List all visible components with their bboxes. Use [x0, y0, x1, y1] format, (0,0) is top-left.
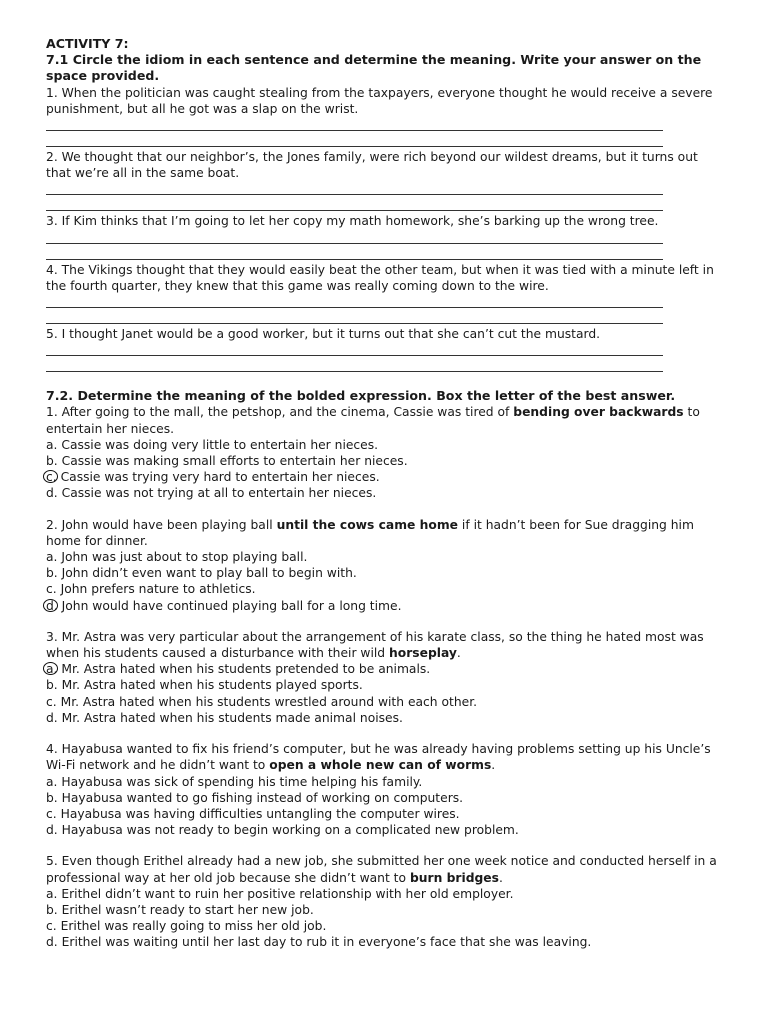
answer-line[interactable] [46, 310, 663, 326]
section-1-item [46, 149, 718, 213]
section-1-item-text: 3. If Kim thinks that I’m going to let her copy my math homework, she’s barking up the wrong tree. [46, 214, 659, 229]
choice-a[interactable]: a. Cassie was doing very little to entertain her nieces. [46, 437, 379, 452]
section-1-item [46, 262, 718, 326]
choice-d[interactable]: d. Mr. Astra hated when his students made animal noises. [46, 710, 403, 725]
bolded-expression: until the cows came home [276, 517, 458, 532]
bolded-expression: open a whole new can of worms [269, 758, 492, 773]
choice-c[interactable]: c. John prefers nature to athletics. [46, 582, 256, 597]
bolded-expression: horseplay [389, 646, 457, 661]
choice-d[interactable]: d. Erithel was waiting until her last day to rub it in everyone’s face that she was leaving. [46, 935, 592, 950]
choice-a[interactable]: a. Mr. Astra hated when his students pretended to be animals. [46, 661, 718, 677]
choice-c[interactable]: c. Hayabusa was having difficulties untangling the computer wires. [46, 806, 460, 821]
question-5 [46, 853, 718, 950]
choice-d[interactable]: d. John would have continued playing ball for a long time. [46, 598, 718, 614]
bolded-expression: burn bridges [409, 870, 499, 885]
choice-a[interactable]: a. Erithel didn’t want to ruin her positive relationship with her old employer. [46, 886, 514, 901]
choice-c[interactable]: c. Mr. Astra hated when his students wrestled around with each other. [46, 694, 478, 709]
question-2 [46, 517, 718, 614]
choice-a[interactable]: a. Hayabusa was sick of spending his time helping his family. [46, 774, 423, 789]
answer-line[interactable] [46, 294, 663, 310]
worksheet-page [46, 36, 718, 951]
section-1-heading: 7.1 Circle the idiom in each sentence and determine the meaning. Write your answer on the space provided. [46, 52, 702, 84]
answer-line[interactable] [46, 246, 663, 262]
choice-d[interactable]: d. Hayabusa was not ready to begin working on a complicated new problem. [46, 823, 519, 838]
bolded-expression: bending over backwards [513, 405, 684, 420]
answer-line[interactable] [46, 117, 663, 133]
choice-b[interactable]: b. Erithel wasn’t ready to start her new job. [46, 902, 314, 917]
question-text: 1. After going to the mall, the petshop, and the cinema, Cassie was tired of bending over backwards to entertain her nieces. [46, 405, 700, 436]
section-1-item [46, 213, 718, 261]
answer-line[interactable] [46, 133, 663, 149]
choice-b[interactable]: b. Hayabusa wanted to go fishing instead of working on computers. [46, 790, 464, 805]
choice-b[interactable]: b. Mr. Astra hated when his students played sports. [46, 678, 363, 693]
answer-circle-mark [43, 599, 58, 612]
question-text: 4. Hayabusa wanted to fix his friend’s computer, but he was already having problems setting up his Uncle’s Wi-Fi network and he didn’t want to open a whole new can of worms. [46, 742, 711, 773]
choice-c[interactable]: c. Erithel was really going to miss her old job. [46, 919, 327, 934]
question-4 [46, 741, 718, 838]
answer-line[interactable] [46, 197, 663, 213]
section-1-item [46, 85, 718, 149]
answer-line[interactable] [46, 358, 663, 374]
question-1 [46, 404, 718, 501]
choice-b[interactable]: b. Cassie was making small efforts to entertain her nieces. [46, 454, 408, 469]
section-1-item-text: 5. I thought Janet would be a good worker, but it turns out that she can’t cut the mustard. [46, 327, 601, 342]
answer-line[interactable] [46, 181, 663, 197]
section-1-item-text: 2. We thought that our neighbor’s, the Jones family, were rich beyond our wildest dreams, but it turns out that we’re all in the same boat. [46, 150, 698, 181]
question-text: 5. Even though Erithel already had a new job, she submitted her one week notice and conducted herself in a professional way at her old job because she didn’t want to burn bridges. [46, 854, 717, 885]
activity-title: ACTIVITY 7: [46, 36, 129, 51]
question-text: 2. John would have been playing ball until the cows came home if it hadn’t been for Sue dragging him home for dinner. [46, 517, 694, 548]
section-2-heading: 7.2. Determine the meaning of the bolded expression. Box the letter of the best answer. [46, 388, 676, 404]
answer-line[interactable] [46, 342, 663, 358]
answer-line[interactable] [46, 230, 663, 246]
choice-d[interactable]: d. Cassie was not trying at all to entertain her nieces. [46, 486, 377, 501]
section-1-item [46, 326, 718, 374]
question-text: 3. Mr. Astra was very particular about the arrangement of his karate class, so the thing he hated most was when his students caused a disturbance with their wild horseplay. [46, 629, 704, 661]
choice-c[interactable]: c. Cassie was trying very hard to entertain her nieces. [46, 469, 718, 485]
section-1-item-text: 4. The Vikings thought that they would easily beat the other team, but when it was tied with a minute left in the fourth quarter, they knew that this game was really coming down to the wire. [46, 262, 714, 293]
choice-b[interactable]: b. John didn’t even want to play ball to begin with. [46, 566, 357, 581]
section-1-item-text: 1. When the politician was caught stealing from the taxpayers, everyone thought he would receive a severe punishment, but all he got was a slap on the wrist. [46, 85, 713, 116]
choice-a[interactable]: a. John was just about to stop playing ball. [46, 550, 308, 565]
question-3 [46, 629, 718, 726]
section-gap [46, 374, 718, 388]
